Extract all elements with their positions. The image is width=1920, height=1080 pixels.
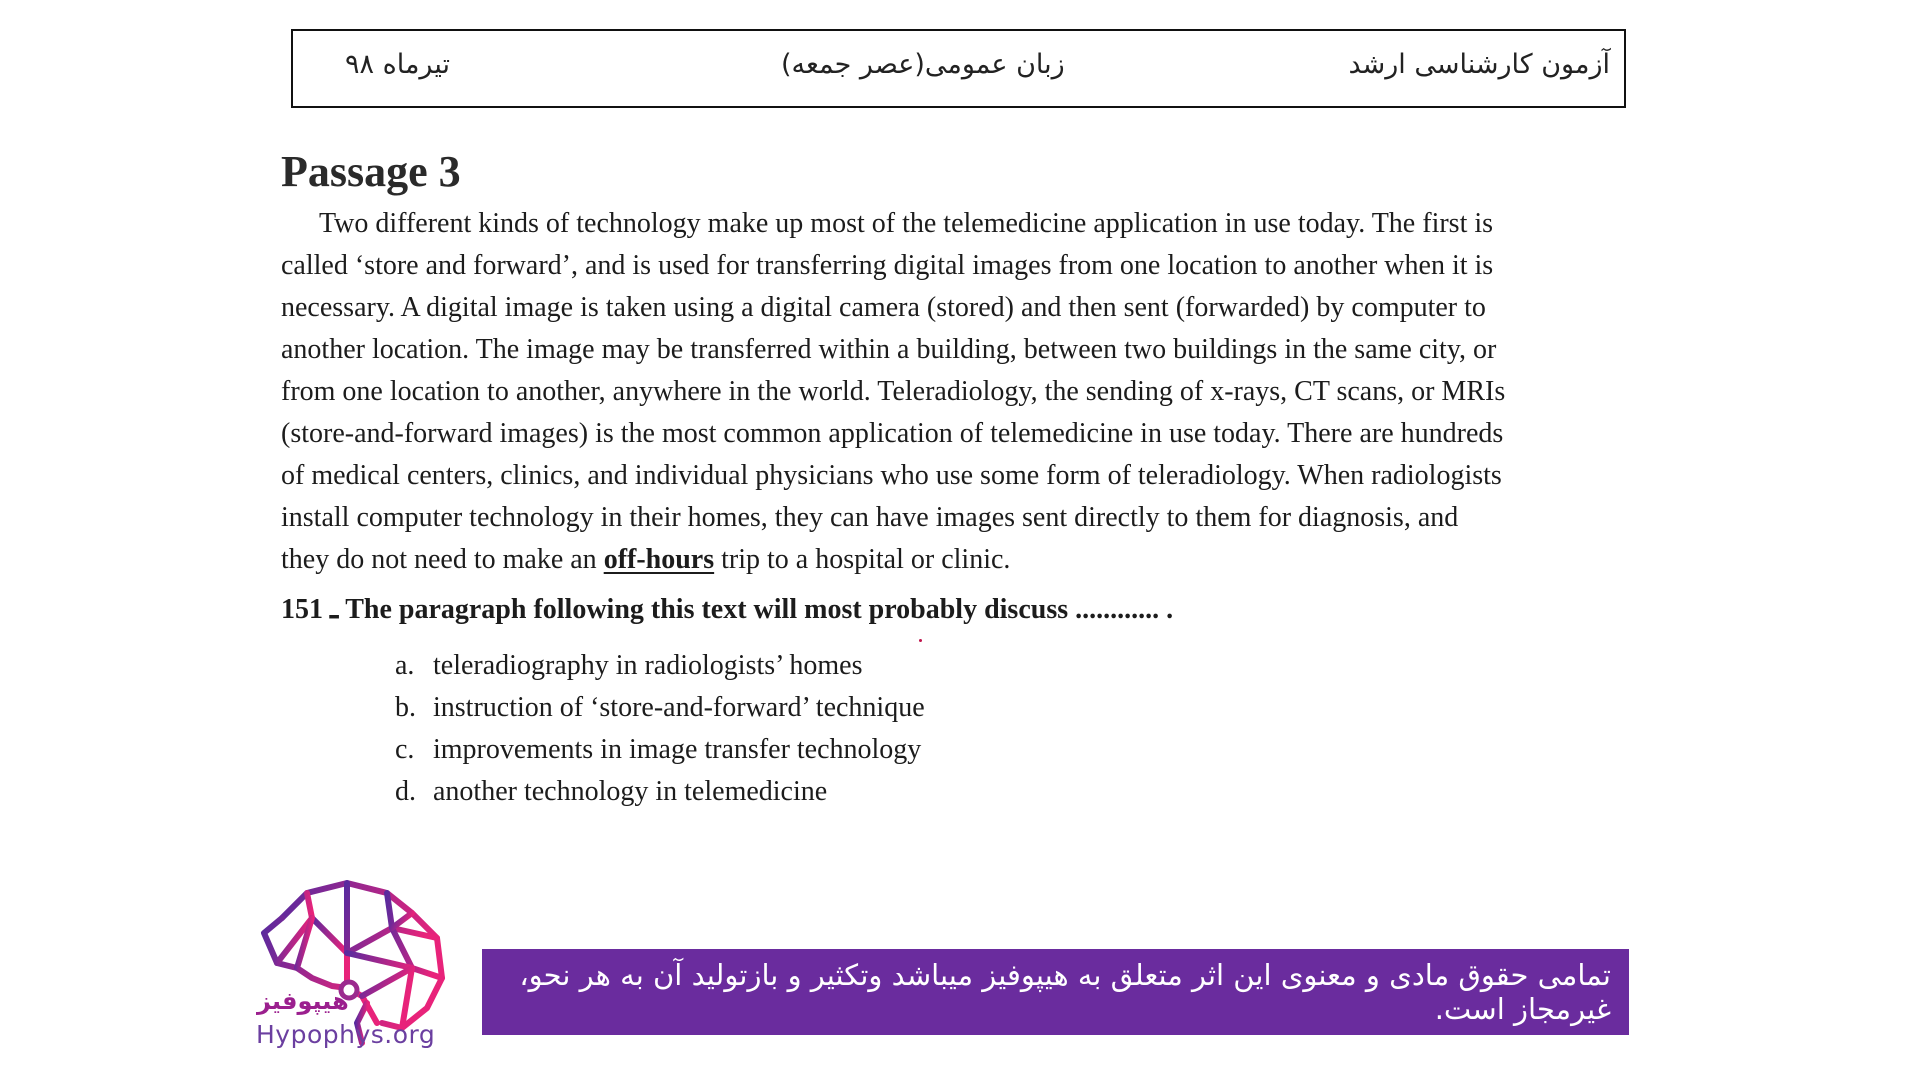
option-text: another technology in telemedicine [433, 776, 828, 807]
passage-title: Passage 3 [281, 147, 461, 196]
passage-line: of medical centers, clinics, and individual physicians who use some form of teleradiology. When radiologists [281, 460, 1502, 491]
option-text: teleradiography in radiologists’ homes [433, 650, 863, 681]
option-letter: d. [395, 776, 416, 807]
option-c[interactable] [395, 729, 925, 771]
passage-line-last [281, 539, 1661, 581]
option-letter: b. [395, 692, 416, 723]
option-b[interactable] [395, 687, 925, 729]
logo-text-fa: هیپوفیز [257, 987, 349, 1015]
option-d[interactable] [395, 771, 925, 813]
passage-line: (store-and-forward images) is the most common application of telemedicine in use today. There are hundreds [281, 418, 1504, 449]
logo-text-en: Hypophys.org [256, 1020, 436, 1049]
underlined-word: off-hours [603, 544, 715, 575]
exam-subject: زبان عمومی(عصر جمعه) [781, 49, 1065, 80]
passage-text: trip to a hospital or clinic. [714, 544, 1011, 575]
copyright-text: تمامی حقوق مادی و معنوی این اثر متعلق به هیپوفیز میباشد وتکثیر و بازتولید آن به هر نحو، غیرمجاز است. [519, 958, 1611, 1026]
answer-options [395, 645, 925, 813]
exam-date: تیرماه ۹۸ [345, 49, 450, 80]
exam-header [291, 29, 1626, 108]
stray-mark [919, 639, 922, 642]
passage-line: Two different kinds of technology make up most of the telemedicine application in use today. The first is [319, 208, 1494, 239]
copyright-banner [482, 949, 1629, 1035]
passage-text: they do not need to make an [281, 544, 604, 575]
option-letter: a. [395, 650, 415, 681]
option-text: instruction of ‘store-and-forward’ technique [433, 692, 925, 723]
option-text: improvements in image transfer technology [433, 734, 922, 765]
passage-line: called ‘store and forward’, and is used for transferring digital images from one location to another when it is [281, 250, 1494, 281]
passage-line: another location. The image may be transferred within a building, between two buildings in the same city, or [281, 334, 1497, 365]
option-a[interactable] [395, 645, 925, 687]
passage-line: necessary. A digital image is taken using a digital camera (stored) and then sent (forwarded) by computer to [281, 292, 1486, 323]
passage-line: install computer technology in their homes, they can have images sent directly to them for diagnosis, and [281, 502, 1459, 533]
exam-title: آزمون کارشناسی ارشد [1348, 49, 1610, 80]
passage-body [281, 203, 1661, 581]
option-letter: c. [395, 734, 415, 765]
passage-line: from one location to another, anywhere in the world. Teleradiology, the sending of x-rays, CT scans, or MRIs [281, 376, 1506, 407]
question-stem: 151 ـ The paragraph following this text will most probably discuss ............ . [281, 594, 1174, 625]
